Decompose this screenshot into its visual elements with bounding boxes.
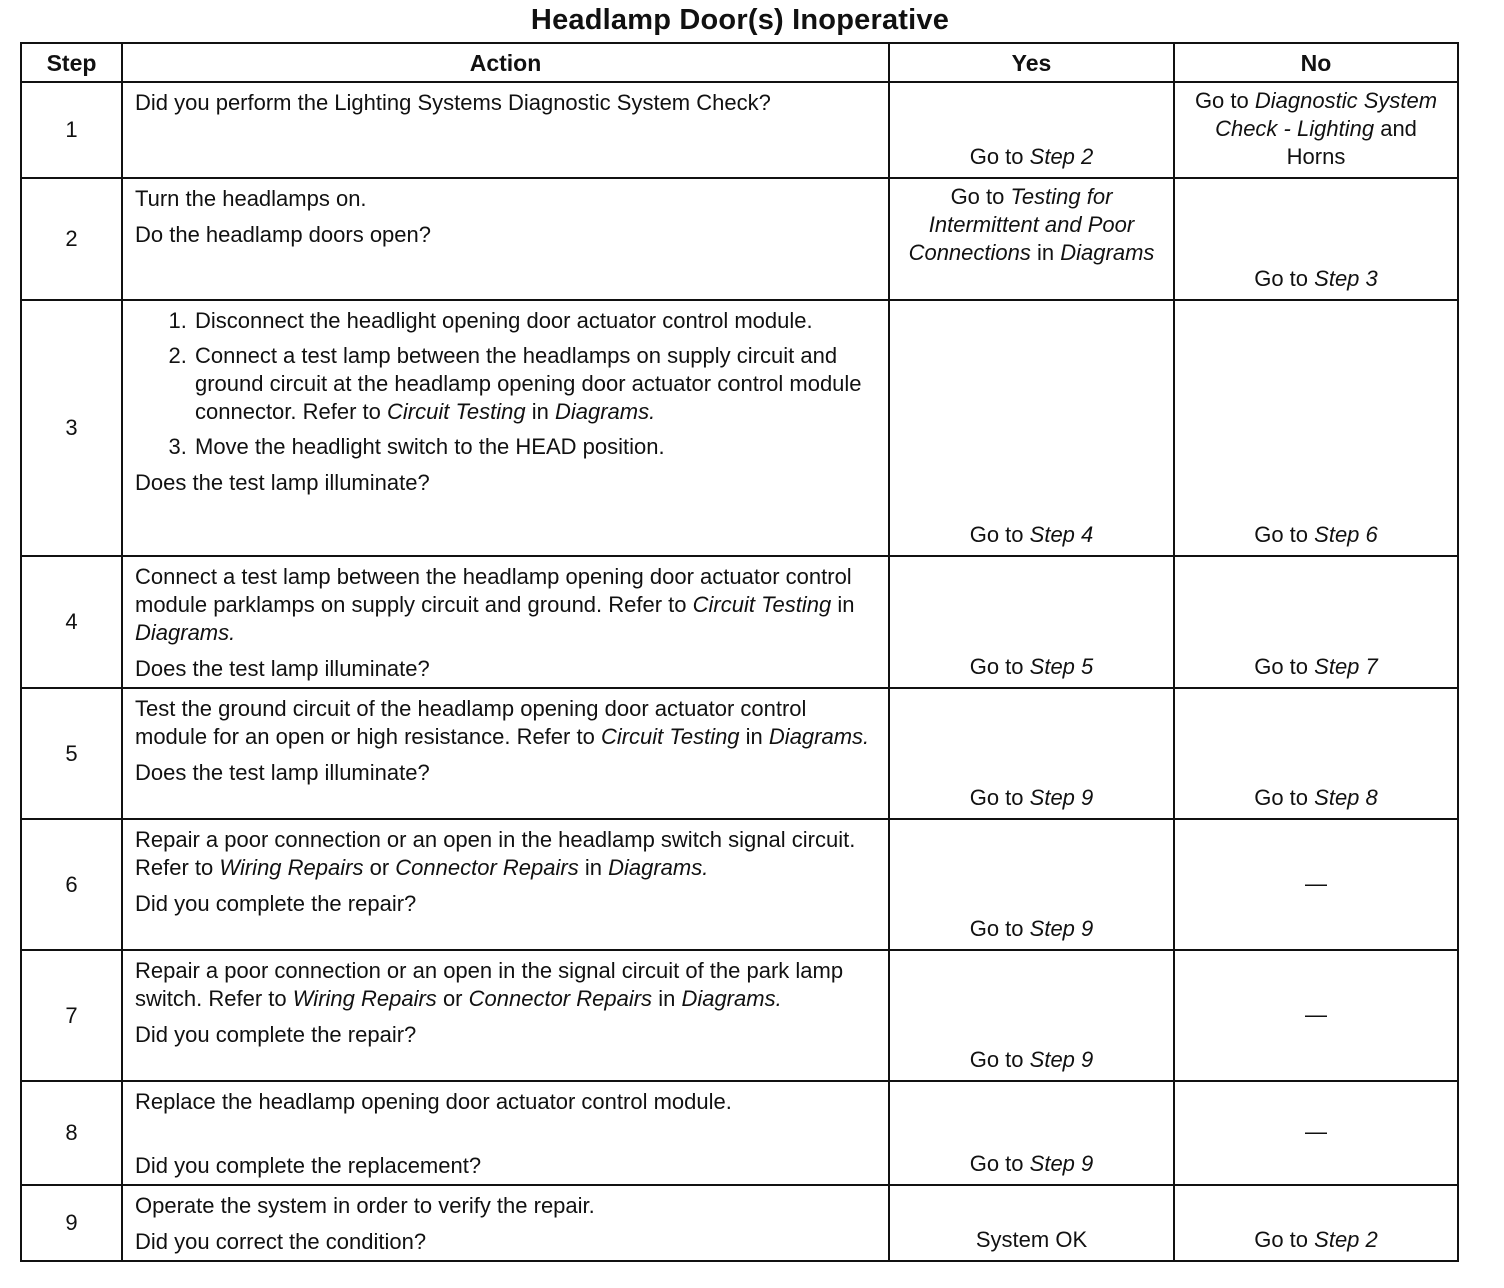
diagnostic-system-check-link[interactable]: Diagnostic System Check - — [1215, 88, 1438, 141]
page-title: Headlamp Door(s) Inoperative — [530, 4, 950, 36]
no-cell — [1174, 819, 1458, 950]
yes-cell: Go to Step 2 — [889, 82, 1174, 178]
circuit-testing-link[interactable]: Circuit Testing — [600, 724, 740, 749]
no-cell: Go to Step 2 — [1174, 1185, 1458, 1261]
table-row — [21, 950, 1458, 1081]
wiring-repairs-link[interactable]: Wiring Repairs — [292, 986, 437, 1011]
circuit-testing-link[interactable]: Circuit Testing — [387, 399, 526, 424]
step-link[interactable]: Step 7 — [1314, 654, 1378, 679]
table-row — [21, 300, 1458, 556]
action-question: Do the headlamp doors open? — [135, 222, 431, 247]
step-number: 1 — [21, 82, 122, 178]
diagrams-link[interactable]: Diagrams. — [135, 620, 236, 645]
step-link[interactable]: Step 9 — [1029, 1047, 1094, 1072]
table-row — [21, 556, 1458, 688]
action-instruction: Repair a poor connection or an open in the headlamp switch signal circuit. Refer to Wiring Repairs or Connector Repairs in Diagrams. — [135, 827, 856, 880]
no-cell: Go to Step 3 — [1174, 178, 1458, 300]
yes-cell: Go to Step 4 — [889, 300, 1174, 556]
action-question: Did you perform the Lighting Systems Diagnostic System Check? — [135, 90, 771, 115]
diagrams-link[interactable]: Diagrams. — [768, 724, 870, 749]
diagrams-link[interactable]: Diagrams. — [608, 855, 709, 880]
step-number: 4 — [21, 556, 122, 688]
diagrams-link[interactable]: Diagrams. — [554, 399, 656, 424]
action-cell — [122, 1185, 889, 1261]
table-row — [21, 82, 1458, 178]
action-cell — [122, 82, 889, 178]
step-number: 9 — [21, 1185, 122, 1261]
circuit-testing-link[interactable]: Circuit Testing — [692, 592, 832, 617]
action-instruction: Test the ground circuit of the headlamp opening door actuator control module for an open or high resistance. Refer to Circuit Testing in Diagrams. — [135, 696, 870, 749]
header-action: Action — [122, 43, 889, 82]
no-action-dash: — — [1305, 1001, 1327, 1027]
action-question: Does the test lamp illuminate? — [135, 760, 430, 785]
yes-cell — [889, 1185, 1174, 1261]
lighting-link[interactable]: Lighting — [1297, 116, 1375, 141]
step-number: 6 — [21, 819, 122, 950]
step-link[interactable]: Step 3 — [1314, 266, 1378, 291]
action-cell — [122, 1081, 889, 1185]
table-row — [21, 1185, 1458, 1261]
action-instruction: Turn the headlamps on. — [135, 186, 367, 211]
wiring-repairs-link[interactable]: Wiring Repairs — [219, 855, 364, 880]
step-number: 7 — [21, 950, 122, 1081]
step-link[interactable]: Step 2 — [1314, 1227, 1378, 1252]
no-cell: Go to Step 6 — [1174, 300, 1458, 556]
step-number: 8 — [21, 1081, 122, 1185]
connector-repairs-link[interactable]: Connector Repairs — [395, 855, 579, 880]
yes-cell: Go to Step 9 — [889, 688, 1174, 819]
table-row — [21, 1081, 1458, 1185]
step-number: 2 — [21, 178, 122, 300]
action-cell — [122, 178, 889, 300]
diagrams-link[interactable]: Diagrams — [1060, 240, 1155, 265]
header-row — [21, 43, 1458, 82]
yes-cell: Go to Step 9 — [889, 819, 1174, 950]
diagrams-link[interactable]: Diagrams. — [681, 986, 782, 1011]
step-link[interactable]: Step 9 — [1029, 785, 1094, 810]
testing-intermittent-link[interactable]: Testing for Intermittent and Poor Connections — [908, 184, 1135, 265]
step-link[interactable]: Step 8 — [1314, 785, 1378, 810]
step-number: 3 — [21, 300, 122, 556]
action-steps-list — [135, 307, 880, 461]
yes-cell: Go to Testing for Intermittent and Poor Connections in Diagrams — [889, 178, 1174, 300]
header-no: No — [1174, 43, 1458, 82]
action-list-item: 3. Move the headlight switch to the HEAD position. — [193, 433, 880, 461]
horns-text: Horns — [1286, 144, 1346, 169]
no-action-dash: — — [1305, 870, 1327, 896]
step-link[interactable]: Step 9 — [1029, 916, 1094, 941]
action-cell — [122, 950, 889, 1081]
yes-cell: Go to Step 9 — [889, 1081, 1174, 1185]
no-cell: Go to Step 7 — [1174, 556, 1458, 688]
system-ok-text: System OK — [975, 1227, 1088, 1252]
table-row — [21, 178, 1458, 300]
action-cell — [122, 556, 889, 688]
header-step: Step — [21, 43, 122, 82]
action-question: Did you correct the condition? — [135, 1229, 427, 1254]
action-cell — [122, 688, 889, 819]
yes-cell: Go to Step 5 — [889, 556, 1174, 688]
step-link[interactable]: Step 6 — [1314, 522, 1378, 547]
step-link[interactable]: Step 5 — [1029, 654, 1094, 679]
action-list-item: 2. Connect a test lamp between the headlamps on supply circuit and ground circuit at the headlamp opening door actuator control module connector. Refer to Circuit Testing in Diagrams. — [193, 342, 880, 426]
action-instruction: Operate the system in order to verify the repair. — [135, 1193, 595, 1218]
action-question: Did you complete the replacement? — [135, 1153, 482, 1178]
connector-repairs-link[interactable]: Connector Repairs — [468, 986, 653, 1011]
action-question: Did you complete the repair? — [135, 1022, 417, 1047]
action-question: Does the test lamp illuminate? — [135, 470, 430, 495]
header-yes: Yes — [889, 43, 1174, 82]
action-instruction: Repair a poor connection or an open in the signal circuit of the park lamp switch. Refer to Wiring Repairs or Connector Repairs in Diagrams. — [135, 958, 844, 1011]
yes-cell: Go to Step 9 — [889, 950, 1174, 1081]
action-cell — [122, 300, 889, 556]
table-row — [21, 819, 1458, 950]
action-instruction: Replace the headlamp opening door actuator control module. — [135, 1089, 732, 1114]
step-link[interactable]: Step 2 — [1029, 144, 1094, 169]
action-cell — [122, 819, 889, 950]
step-link[interactable]: Step 4 — [1029, 522, 1094, 547]
no-cell — [1174, 950, 1458, 1081]
action-instruction: Connect a test lamp between the headlamp opening door actuator control module parklamps on supply circuit and ground. Refer to Circuit Testing in Diagrams. — [135, 564, 855, 645]
diagnostic-table — [20, 42, 1459, 1262]
no-cell: Go to Step 8 — [1174, 688, 1458, 819]
no-cell — [1174, 1081, 1458, 1185]
action-list-item: 1. Disconnect the headlight opening door actuator control module. — [193, 307, 880, 335]
no-action-dash: — — [1305, 1119, 1327, 1144]
action-question: Did you complete the repair? — [135, 891, 417, 916]
step-link[interactable]: Step 9 — [1029, 1151, 1094, 1176]
action-question: Does the test lamp illuminate? — [135, 656, 430, 681]
table-row — [21, 688, 1458, 819]
step-number: 5 — [21, 688, 122, 819]
no-cell: Go to Diagnostic System Check - Lighting and Horns — [1174, 82, 1458, 178]
